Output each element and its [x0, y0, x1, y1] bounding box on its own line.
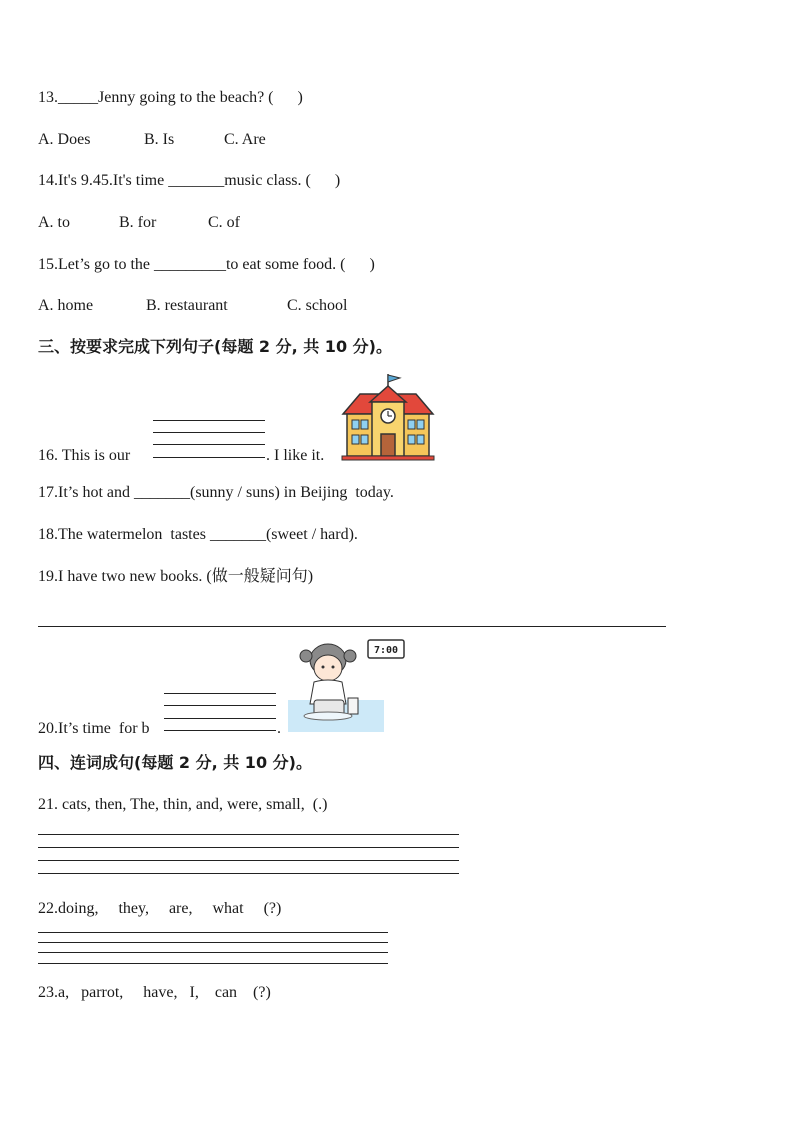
q14-option-a: A. to	[38, 214, 70, 231]
question-20-prefix: 20.It’s time for b	[38, 720, 150, 737]
q22-answer-line-3[interactable]	[38, 952, 388, 953]
question-19: 19.I have two new books. (做一般疑问句)	[38, 568, 314, 585]
q20-answer-line-3[interactable]	[164, 718, 276, 719]
q21-answer-line-4[interactable]	[38, 873, 459, 874]
q13-option-b: B. Is	[144, 131, 175, 148]
q22-answer-line-4[interactable]	[38, 963, 388, 964]
q21-answer-line-1[interactable]	[38, 834, 459, 835]
question-17: 17.It’s hot and _______(sunny / suns) in Beijing today.	[38, 484, 394, 501]
q22-answer-line-2[interactable]	[38, 942, 388, 943]
school-building-image	[340, 372, 436, 462]
q21-answer-line-2[interactable]	[38, 847, 459, 848]
question-21: 21. cats, then, The, thin, and, were, small, (.)	[38, 796, 328, 813]
q15-option-b: B. restaurant	[146, 297, 228, 314]
q16-answer-line-4[interactable]	[153, 457, 265, 458]
question-23: 23.a, parrot, have, I, can (?)	[38, 984, 271, 1001]
q20-answer-line-4[interactable]	[164, 730, 276, 731]
section-4-heading: 四、连词成句(每题 2 分, 共 10 分)。	[38, 753, 312, 772]
q13-option-a: A. Does	[38, 131, 91, 148]
q20-answer-line-1[interactable]	[164, 693, 276, 694]
question-20-suffix: .	[277, 720, 281, 737]
section-3-heading: 三、按要求完成下列句子(每题 2 分, 共 10 分)。	[38, 337, 392, 356]
q13-option-c: C. Are	[224, 131, 266, 148]
q15-option-c: C. school	[287, 297, 348, 314]
q21-answer-line-3[interactable]	[38, 860, 459, 861]
q19-answer-line[interactable]	[38, 626, 666, 627]
q16-answer-line-1[interactable]	[153, 420, 265, 421]
question-15: 15.Let’s go to the _________to eat some food. ( )	[38, 256, 375, 273]
q14-option-b: B. for	[119, 214, 157, 231]
q15-option-a: A. home	[38, 297, 94, 314]
q16-answer-line-2[interactable]	[153, 432, 265, 433]
question-18: 18.The watermelon tastes _______(sweet / hard).	[38, 526, 358, 543]
question-22: 22.doing, they, are, what (?)	[38, 900, 282, 917]
question-13: 13._____Jenny going to the beach? ( )	[38, 89, 303, 106]
question-16-prefix: 16. This is our	[38, 447, 131, 464]
question-14: 14.It's 9.45.It's time _______music class. ( )	[38, 172, 341, 189]
q22-answer-line-1[interactable]	[38, 932, 388, 933]
q14-option-c: C. of	[208, 214, 240, 231]
question-16-suffix: . I like it.	[266, 447, 325, 464]
q16-answer-line-3[interactable]	[153, 444, 265, 445]
girl-breakfast-image	[288, 638, 408, 734]
q20-answer-line-2[interactable]	[164, 705, 276, 706]
clock-time-text: 7:00	[373, 645, 399, 656]
